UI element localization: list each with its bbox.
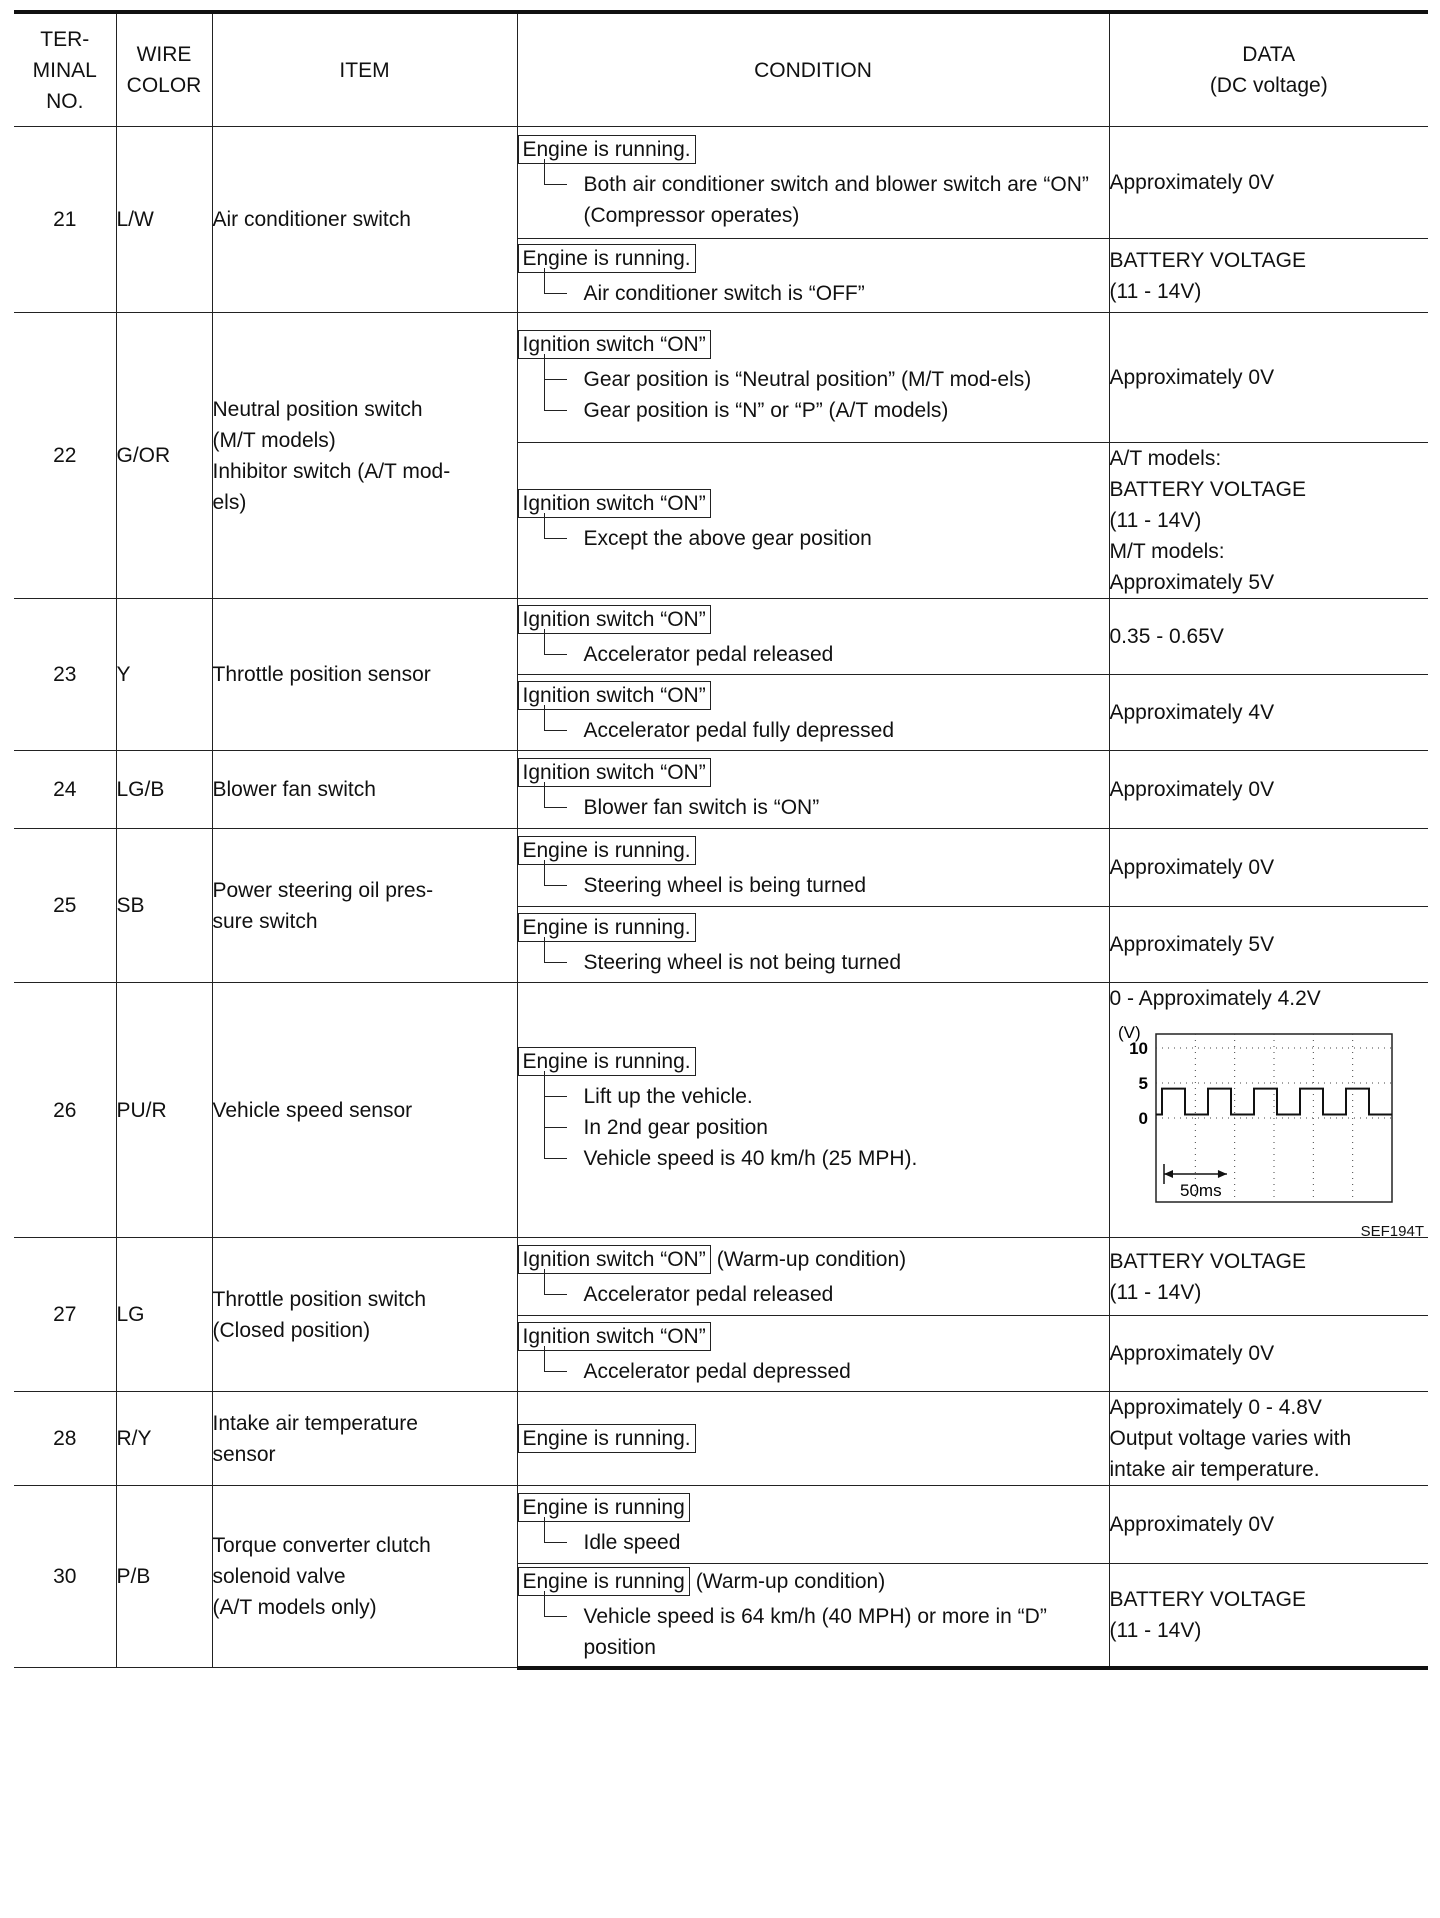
condition-box: Engine is running. bbox=[518, 244, 696, 273]
condition-box: Ignition switch “ON” bbox=[518, 605, 711, 634]
terminal-number: 27 bbox=[14, 1238, 116, 1392]
waveform-signal bbox=[1156, 1089, 1392, 1115]
waveform-y-tick: 0 bbox=[1138, 1109, 1148, 1128]
header-data: DATA (DC voltage) bbox=[1109, 12, 1428, 127]
data-cell: Approximately 0V bbox=[1109, 313, 1428, 443]
condition-box: Ignition switch “ON” bbox=[518, 330, 711, 359]
time-scale-arrowhead bbox=[1164, 1170, 1173, 1178]
sub-condition-list bbox=[544, 1279, 1109, 1310]
condition-cell bbox=[517, 1486, 1109, 1564]
sub-condition-list bbox=[544, 523, 1109, 554]
sub-condition: Air conditioner switch is “OFF” bbox=[544, 278, 1109, 309]
terminal-number: 24 bbox=[14, 751, 116, 829]
header-row bbox=[14, 12, 1428, 127]
item-name: Blower fan switch bbox=[212, 751, 517, 829]
item-name: Throttle position switch (Closed position) bbox=[212, 1238, 517, 1392]
sub-condition: Lift up the vehicle. bbox=[544, 1081, 1109, 1112]
table-row bbox=[14, 313, 1428, 443]
terminal-number: 23 bbox=[14, 599, 116, 751]
wire-color: G/OR bbox=[116, 313, 212, 599]
condition-box: Engine is running. bbox=[518, 836, 696, 865]
condition-cell bbox=[517, 127, 1109, 239]
sub-condition: Vehicle speed is 40 km/h (25 MPH). bbox=[544, 1143, 1109, 1174]
header-wire-color: WIRE COLOR bbox=[116, 12, 212, 127]
time-scale-label: 50ms bbox=[1179, 1181, 1222, 1200]
sub-condition-list bbox=[544, 169, 1109, 231]
sub-condition-list bbox=[544, 715, 1109, 746]
sub-condition: Accelerator pedal depressed bbox=[544, 1356, 1109, 1387]
data-cell: BATTERY VOLTAGE (11 - 14V) bbox=[1109, 239, 1428, 313]
sub-condition-list bbox=[544, 947, 1109, 978]
condition-box: Ignition switch “ON” bbox=[518, 758, 711, 787]
table-row bbox=[14, 1392, 1428, 1486]
waveform-y-unit: (V) bbox=[1117, 1023, 1141, 1042]
waveform-diagram bbox=[1110, 1022, 1429, 1240]
condition-cell bbox=[517, 983, 1109, 1238]
data-cell: A/T models: BATTERY VOLTAGE (11 - 14V) M/T models: Approximately 5V bbox=[1109, 443, 1428, 599]
terminal-number: 21 bbox=[14, 127, 116, 313]
data-cell: BATTERY VOLTAGE (11 - 14V) bbox=[1109, 1238, 1428, 1316]
data-cell: Approximately 0 - 4.8V Output voltage varies with intake air temperature. bbox=[1109, 1392, 1428, 1486]
terminal-number: 30 bbox=[14, 1486, 116, 1668]
sub-condition: Gear position is “Neutral position” (M/T mod-els) bbox=[544, 364, 1109, 395]
terminal-number: 22 bbox=[14, 313, 116, 599]
header-condition: CONDITION bbox=[517, 12, 1109, 127]
sub-condition: Blower fan switch is “ON” bbox=[544, 792, 1109, 823]
sub-condition: In 2nd gear position bbox=[544, 1112, 1109, 1143]
item-name: Vehicle speed sensor bbox=[212, 983, 517, 1238]
data-cell: 0 - Approximately 4.2V (V) 10 5 0 50ms SEF194T bbox=[1109, 983, 1428, 1238]
condition-box: Ignition switch “ON” bbox=[518, 1322, 711, 1351]
spec-sheet bbox=[14, 10, 1428, 1670]
condition-box: Engine is running. bbox=[518, 135, 696, 164]
figure-reference: SEF194T bbox=[1360, 1223, 1424, 1240]
sub-condition-list bbox=[544, 639, 1109, 670]
item-name: Power steering oil pres- sure switch bbox=[212, 829, 517, 983]
wire-color: PU/R bbox=[116, 983, 212, 1238]
wire-color: L/W bbox=[116, 127, 212, 313]
header-item: ITEM bbox=[212, 12, 517, 127]
data-cell: Approximately 0V bbox=[1109, 751, 1428, 829]
condition-cell bbox=[517, 829, 1109, 907]
wire-color: P/B bbox=[116, 1486, 212, 1668]
data-cell: Approximately 0V bbox=[1109, 127, 1428, 239]
condition-cell bbox=[517, 907, 1109, 983]
sub-condition: Vehicle speed is 64 km/h (40 MPH) or more in “D” position bbox=[544, 1601, 1109, 1663]
waveform-y-tick: 10 bbox=[1128, 1039, 1148, 1058]
condition-note: (Warm-up condition) bbox=[695, 1570, 886, 1594]
wire-color: LG/B bbox=[116, 751, 212, 829]
sub-condition: Accelerator pedal fully depressed bbox=[544, 715, 1109, 746]
data-cell: Approximately 0V bbox=[1109, 1316, 1428, 1392]
condition-box: Engine is running. bbox=[518, 1424, 696, 1453]
sub-condition-list bbox=[544, 870, 1109, 901]
table-body bbox=[14, 127, 1428, 1668]
sub-condition-list bbox=[544, 1081, 1109, 1174]
sub-condition: Accelerator pedal released bbox=[544, 1279, 1109, 1310]
condition-cell bbox=[517, 1392, 1109, 1486]
table-row bbox=[14, 1486, 1428, 1564]
sub-condition-list bbox=[544, 1356, 1109, 1387]
wire-color: SB bbox=[116, 829, 212, 983]
condition-note: (Warm-up condition) bbox=[716, 1247, 907, 1271]
condition-box: Ignition switch “ON” bbox=[518, 489, 711, 518]
condition-cell bbox=[517, 675, 1109, 751]
condition-box: Engine is running bbox=[518, 1493, 690, 1522]
sub-condition: Except the above gear position bbox=[544, 523, 1109, 554]
data-cell: Approximately 0V bbox=[1109, 829, 1428, 907]
table-row bbox=[14, 751, 1428, 829]
condition-box: Engine is running. bbox=[518, 1047, 696, 1076]
header-terminal: TER- MINAL NO. bbox=[14, 12, 116, 127]
condition-cell bbox=[517, 313, 1109, 443]
table-row bbox=[14, 983, 1428, 1238]
sub-condition-list bbox=[544, 1527, 1109, 1558]
terminal-number: 25 bbox=[14, 829, 116, 983]
data-cell: Approximately 5V bbox=[1109, 907, 1428, 983]
sub-condition-list bbox=[544, 364, 1109, 426]
terminal-number: 28 bbox=[14, 1392, 116, 1486]
item-name: Throttle position sensor bbox=[212, 599, 517, 751]
time-scale-arrowhead bbox=[1217, 1170, 1226, 1178]
sub-condition: Steering wheel is being turned bbox=[544, 870, 1109, 901]
table-row bbox=[14, 599, 1428, 675]
table-row bbox=[14, 127, 1428, 239]
wire-color: R/Y bbox=[116, 1392, 212, 1486]
condition-box: Ignition switch “ON” bbox=[518, 1245, 711, 1274]
condition-box: Engine is running. bbox=[518, 913, 696, 942]
sub-condition: Steering wheel is not being turned bbox=[544, 947, 1109, 978]
waveform-y-tick: 5 bbox=[1138, 1074, 1148, 1093]
waveform-chart bbox=[1110, 1022, 1406, 1222]
data-cell: Approximately 4V bbox=[1109, 675, 1428, 751]
sub-condition-list bbox=[544, 278, 1109, 309]
sub-condition-list bbox=[544, 1601, 1109, 1663]
terminal-table bbox=[14, 10, 1428, 1670]
data-cell: 0.35 - 0.65V bbox=[1109, 599, 1428, 675]
item-name: Air conditioner switch bbox=[212, 127, 517, 313]
data-cell: BATTERY VOLTAGE (11 - 14V) bbox=[1109, 1564, 1428, 1668]
terminal-number: 26 bbox=[14, 983, 116, 1238]
condition-box: Engine is running bbox=[518, 1567, 690, 1596]
condition-cell bbox=[517, 1564, 1109, 1668]
sub-condition: Gear position is “N” or “P” (A/T models) bbox=[544, 395, 1109, 426]
table-row bbox=[14, 829, 1428, 907]
condition-cell bbox=[517, 239, 1109, 313]
condition-cell bbox=[517, 1238, 1109, 1316]
item-name: Intake air temperature sensor bbox=[212, 1392, 517, 1486]
condition-cell bbox=[517, 443, 1109, 599]
data-cell: Approximately 0V bbox=[1109, 1486, 1428, 1564]
condition-cell bbox=[517, 751, 1109, 829]
condition-box: Ignition switch “ON” bbox=[518, 681, 711, 710]
wire-color: Y bbox=[116, 599, 212, 751]
sub-condition-list bbox=[544, 792, 1109, 823]
condition-cell bbox=[517, 1316, 1109, 1392]
condition-cell bbox=[517, 599, 1109, 675]
sub-condition: Both air conditioner switch and blower switch are “ON” (Compressor operates) bbox=[544, 169, 1109, 231]
sub-condition: Idle speed bbox=[544, 1527, 1109, 1558]
wire-color: LG bbox=[116, 1238, 212, 1392]
item-name: Neutral position switch (M/T models) Inhibitor switch (A/T mod- els) bbox=[212, 313, 517, 599]
sub-condition: Accelerator pedal released bbox=[544, 639, 1109, 670]
table-row bbox=[14, 1238, 1428, 1316]
item-name: Torque converter clutch solenoid valve (A/T models only) bbox=[212, 1486, 517, 1668]
